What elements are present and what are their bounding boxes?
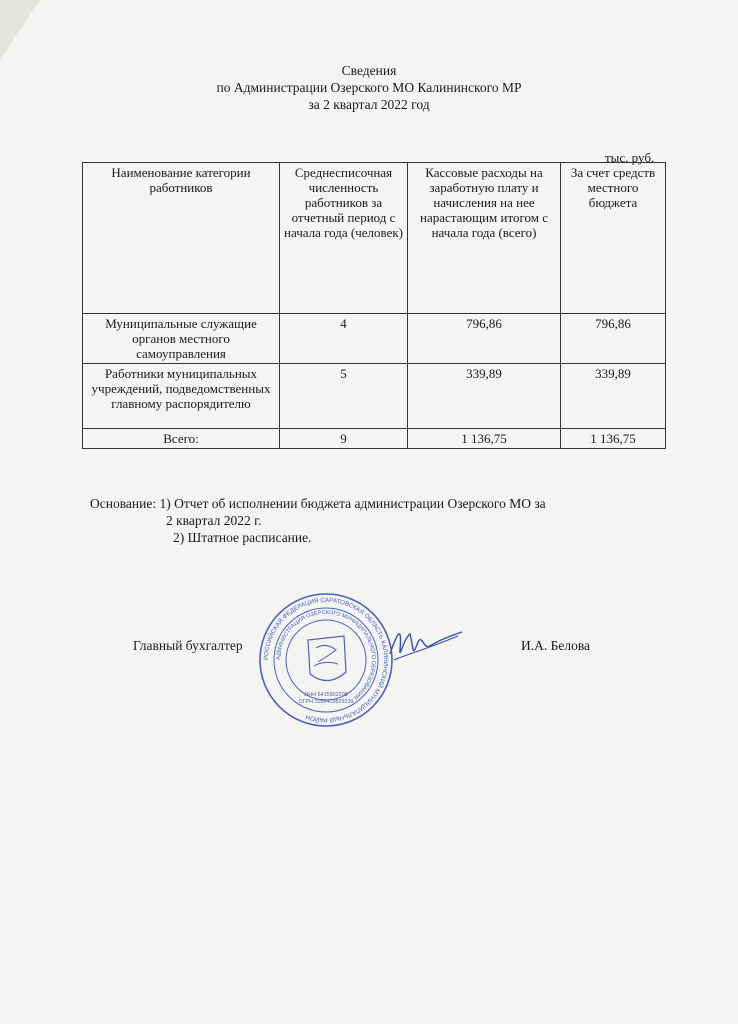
signer-role: Главный бухгалтер: [133, 638, 243, 653]
stamp-inner-text: АДМИНИСТРАЦИЯ ОЗЕРСКОГО МУНИЦИПАЛЬНОГО ОБРАЗОВАНИЯ: [275, 609, 377, 701]
total-headcount: 9: [280, 429, 408, 449]
stamp-ogrn: ОГРН 1056403829239: [298, 699, 354, 705]
page-corner-fold: [0, 0, 40, 60]
report-table: [82, 162, 666, 449]
row-expenses: 796,86: [408, 314, 561, 364]
basis-line-3: 2) Штатное расписание.: [173, 530, 312, 545]
column-header-category: Наименование категории работников: [83, 163, 280, 314]
basis-section: [90, 495, 546, 546]
row-headcount: 4: [280, 314, 408, 364]
row-local-budget: 796,86: [561, 314, 666, 364]
table-row: [83, 364, 666, 429]
table-header-row: [83, 163, 666, 314]
table-row: [83, 314, 666, 364]
official-stamp: [258, 592, 394, 728]
row-category-name: Работники муниципальных учреждений, подведомственных главному распорядителю: [83, 364, 280, 429]
title-line-2: по Администрации Озерского МО Калининского МР: [216, 80, 522, 95]
document-title: [0, 62, 738, 113]
stamp-inn: ИНН 6415902208: [304, 692, 348, 698]
total-local-budget: 1 136,75: [561, 429, 666, 449]
column-header-local-budget: За счет средств местного бюджета: [561, 163, 666, 314]
stamp-outer-text: РОССИЙСКАЯ ФЕДЕРАЦИЯ САРАТОВСКАЯ ОБЛАСТЬ КАЛИНИНСКИЙ МУНИЦИПАЛЬНЫЙ РАЙОН: [262, 596, 390, 724]
signer-name: И.А. Белова: [521, 638, 591, 653]
title-line-1: Сведения: [341, 63, 397, 78]
total-expenses: 1 136,75: [408, 429, 561, 449]
row-headcount: 5: [280, 364, 408, 429]
row-local-budget: 339,89: [561, 364, 666, 429]
handwritten-signature: [384, 620, 464, 670]
units-label: тыс. руб.: [605, 150, 655, 165]
row-category-name: Муниципальные служащие органов местного самоуправления: [83, 314, 280, 364]
table-total-row: [83, 429, 666, 449]
row-expenses: 339,89: [408, 364, 561, 429]
column-header-expenses: Кассовые расходы на заработную плату и начисления на нее нарастающим итогом с начала года (всего): [408, 163, 561, 314]
total-label: Всего:: [83, 429, 280, 449]
column-header-headcount: Среднесписочная численность работников за отчетный период с начала года (человек): [280, 163, 408, 314]
basis-line-2: 2 квартал 2022 г.: [166, 513, 262, 528]
title-line-3: за 2 квартал 2022 год: [308, 97, 430, 112]
basis-line-1: Основание: 1) Отчет об исполнении бюджета администрации Озерского МО за: [90, 496, 546, 511]
